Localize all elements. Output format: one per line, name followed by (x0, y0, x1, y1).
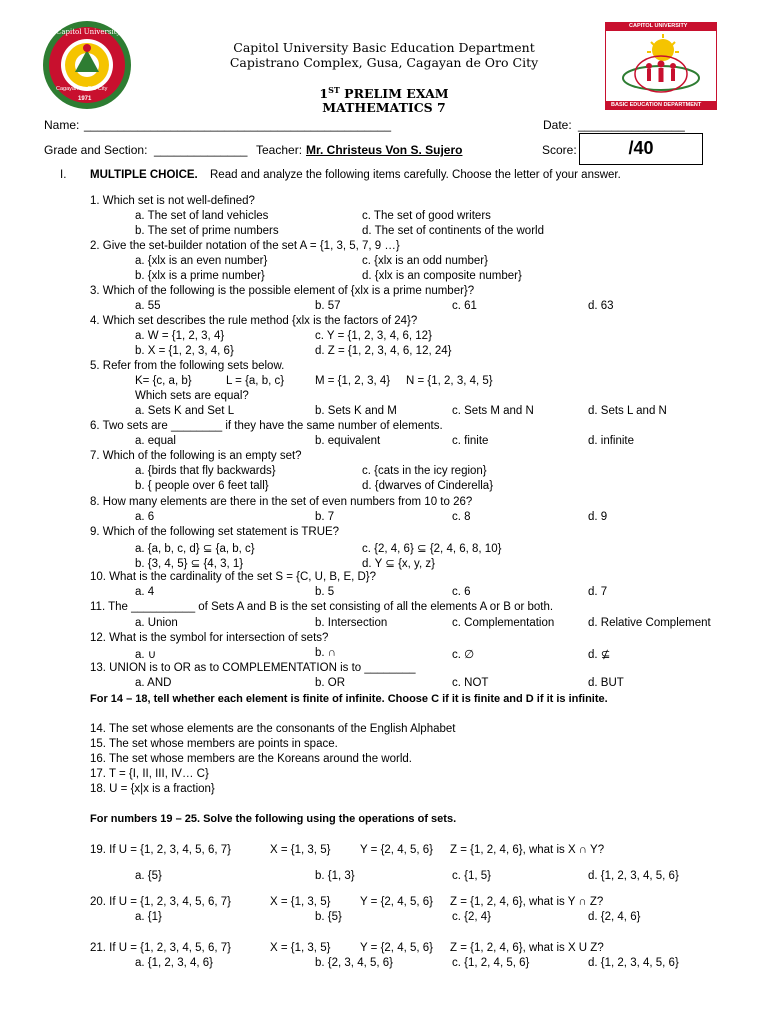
q13-choice-a: a. AND (135, 677, 172, 689)
q21-choice-c: c. {1, 2, 4, 5, 6} (452, 957, 530, 969)
q20-set-x: X = {1, 3, 5} (270, 896, 331, 908)
q5-set-l: L = {a, b, c} (226, 375, 285, 387)
q6-choice-b: b. equivalent (315, 435, 381, 447)
q5-choice-c: c. Sets M and N (452, 405, 534, 417)
teacher-name: Mr. Christeus Von S. Sujero (306, 143, 463, 157)
q12-choice-c: c. ∅ (452, 649, 475, 661)
section-numeral: I. (60, 169, 67, 181)
q20-choice-c: c. {2, 4} (452, 911, 492, 923)
logo-bottom-text: BASIC EDUCATION DEPARTMENT (611, 102, 702, 108)
q20-set-y: Y = {2, 4, 5, 6} (360, 896, 434, 908)
q2-choice-a: a. {xlx is an even number} (135, 255, 268, 267)
q1-choice-a: a. The set of land vehicles (135, 210, 269, 222)
question-4: 4. Which set describes the rule method {xlx is the factors of 24}? (90, 315, 418, 327)
q2-choice-c: c. {xlx is an odd number} (362, 255, 488, 267)
grade-section-field[interactable]: ______________ (154, 143, 248, 157)
q19-choice-c: c. {1, 5} (452, 870, 492, 882)
q21-choice-d: d. {1, 2, 3, 4, 5, 6} (588, 957, 679, 969)
q4-choice-d: d. Z = {1, 2, 3, 4, 6, 12, 24} (315, 345, 452, 357)
q6-choice-a: a. equal (135, 435, 176, 447)
q12-choice-d: d. ⊈ (588, 649, 611, 661)
q21-set-y: Y = {2, 4, 5, 6} (360, 942, 434, 954)
q20-choice-b: b. {5} (315, 911, 342, 923)
address-heading: Capistrano Complex, Gusa, Cagayan de Oro City (229, 55, 539, 70)
q8-choice-c: c. 8 (452, 511, 471, 523)
q21-choice-a: a. {1, 2, 3, 4, 6} (135, 957, 214, 969)
q4-choice-a: a. W = {1, 2, 3, 4} (135, 330, 225, 342)
q19-choice-a: a. {5} (135, 870, 162, 882)
q11-choice-a: a. Union (135, 617, 178, 629)
exam-title (150, 85, 618, 101)
q9-choice-c: c. {2, 4, 6} ⊆ {2, 4, 6, 8, 10} (362, 543, 502, 555)
q5-set-k: K= {c, a, b} (135, 375, 192, 387)
q7-choice-b: b. { people over 6 feet tall} (135, 480, 269, 492)
q5-set-n: N = {1, 2, 3, 4, 5} (406, 375, 493, 387)
q21-universal-set: 21. If U = {1, 2, 3, 4, 5, 6, 7} (90, 942, 231, 954)
q19-choice-b: b. {1, 3} (315, 870, 355, 882)
date-label: Date: (543, 118, 572, 132)
score-total: /40 (628, 138, 654, 158)
question-18: 18. U = {x|x is a fraction} (90, 783, 215, 795)
q8-choice-b: b. 7 (315, 511, 335, 523)
part3-instruction: For numbers 19 – 25. Solve the following using the operations of sets. (90, 813, 457, 825)
exam-number-suffix: ST (328, 85, 340, 95)
question-3: 3. Which of the following is the possible element of {xlx is a prime number}? (90, 285, 475, 297)
score-box[interactable] (579, 133, 703, 165)
q19-universal-set: 19. If U = {1, 2, 3, 4, 5, 6, 7} (90, 844, 231, 856)
q10-choice-c: c. 6 (452, 586, 471, 598)
q7-choice-a: a. {birds that fly backwards} (135, 465, 276, 477)
q19-set-z-question: Z = {1, 2, 4, 6}, what is X ∩ Y? (450, 844, 605, 856)
capitol-university-seal-logo (42, 20, 132, 110)
score-label: Score: (542, 143, 577, 157)
seal-year: 1971 (78, 96, 92, 102)
q5-choice-b: b. Sets K and M (315, 405, 397, 417)
q20-choice-d: d. {2, 4, 6} (588, 911, 641, 923)
seal-motto: Cagayan de Oro City (56, 86, 108, 92)
question-11: 11. The __________ of Sets A and B is the set consisting of all the elements A or B or both. (90, 601, 554, 613)
q5-choice-a: a. Sets K and Set L (135, 405, 235, 417)
question-13: 13. UNION is to OR as to COMPLEMENTATION is to ________ (90, 662, 416, 674)
question-17: 17. T = {I, II, III, IV… C} (90, 768, 209, 780)
question-9: 9. Which of the following set statement is TRUE? (90, 526, 340, 538)
q5-question: Which sets are equal? (135, 390, 249, 402)
q7-choice-d: d. {dwarves of Cinderella} (362, 480, 494, 492)
basic-education-department-logo (605, 22, 717, 110)
q4-choice-b: b. X = {1, 2, 3, 4, 6} (135, 345, 234, 357)
q9-choice-d: d. Y ⊆ {x, y, z} (362, 558, 435, 570)
q3-choice-c: c. 61 (452, 300, 477, 312)
department-heading: Capitol University Basic Education Department (233, 40, 535, 55)
q19-set-x: X = {1, 3, 5} (270, 844, 331, 856)
subject-title: MATHEMATICS 7 (322, 100, 446, 115)
q12-choice-b: b. ∩ (315, 647, 337, 659)
q8-choice-a: a. 6 (135, 511, 155, 523)
seal-text: Capitol University (56, 28, 121, 36)
exam-number: 1 (319, 86, 329, 102)
question-1: 1. Which set is not well-defined? (90, 195, 255, 207)
question-5: 5. Refer from the following sets below. (90, 360, 285, 372)
q20-universal-set: 20. If U = {1, 2, 3, 4, 5, 6, 7} (90, 896, 231, 908)
q11-choice-c: c. Complementation (452, 617, 555, 629)
question-2: 2. Give the set-builder notation of the set A = {1, 3, 5, 7, 9 …} (90, 240, 400, 252)
section-title: MULTIPLE CHOICE. (90, 169, 198, 181)
q11-choice-b: b. Intersection (315, 617, 388, 629)
q3-choice-a: a. 55 (135, 300, 161, 312)
q20-set-z-question: Z = {1, 2, 4, 6}, what is Y ∩ Z? (450, 896, 604, 908)
q21-choice-b: b. {2, 3, 4, 5, 6} (315, 957, 394, 969)
q6-choice-c: c. finite (452, 435, 489, 447)
q1-choice-c: c. The set of good writers (362, 210, 491, 222)
q12-choice-a: a. ∪ (135, 649, 157, 661)
q10-choice-b: b. 5 (315, 586, 335, 598)
exam-name: PRELIM EXAM (339, 86, 449, 102)
q10-choice-a: a. 4 (135, 586, 155, 598)
name-field[interactable]: ______________________________________________ (84, 118, 391, 132)
q9-choice-b: b. {3, 4, 5} ⊆ {4, 3, 1} (135, 558, 244, 570)
q11-choice-d: d. Relative Complement (588, 617, 711, 629)
teacher-label: Teacher: (256, 143, 303, 157)
grade-section-label: Grade and Section: (44, 143, 148, 157)
q20-choice-a: a. {1} (135, 911, 162, 923)
q3-choice-d: d. 63 (588, 300, 614, 312)
q1-choice-d: d. The set of continents of the world (362, 225, 544, 237)
q2-choice-b: b. {xlx is a prime number} (135, 270, 265, 282)
q13-choice-c: c. NOT (452, 677, 489, 689)
q21-set-z-question: Z = {1, 2, 4, 6}, what is X U Z? (450, 942, 604, 954)
q5-choice-d: d. Sets L and N (588, 405, 667, 417)
q13-choice-b: b. OR (315, 677, 346, 689)
name-label: Name: (44, 118, 80, 132)
question-15: 15. The set whose members are points in space. (90, 738, 338, 750)
q7-choice-c: c. {cats in the icy region} (362, 465, 487, 477)
question-7: 7. Which of the following is an empty set? (90, 450, 302, 462)
q8-choice-d: d. 9 (588, 511, 608, 523)
q4-choice-c: c. Y = {1, 2, 3, 4, 6, 12} (315, 330, 432, 342)
q10-choice-d: d. 7 (588, 586, 608, 598)
q19-set-y: Y = {2, 4, 5, 6} (360, 844, 434, 856)
q1-choice-b: b. The set of prime numbers (135, 225, 279, 237)
logo-top-text: CAPITOL UNIVERSITY (629, 23, 688, 29)
question-10: 10. What is the cardinality of the set S = {C, U, B, E, D}? (90, 571, 377, 583)
q9-choice-a: a. {a, b, c, d} ⊆ {a, b, c} (135, 543, 255, 555)
question-6: 6. Two sets are ________ if they have the same number of elements. (90, 420, 443, 432)
q21-set-x: X = {1, 3, 5} (270, 942, 331, 954)
date-field[interactable]: ________________ (578, 118, 685, 132)
question-12: 12. What is the symbol for intersection of sets? (90, 632, 329, 644)
part2-instruction: For 14 – 18, tell whether each element is finite of infinite. Choose C if it is finite and D if it is infinite. (90, 693, 608, 705)
q6-choice-d: d. infinite (588, 435, 635, 447)
q13-choice-d: d. BUT (588, 677, 624, 689)
section-instructions: Read and analyze the following items carefully. Choose the letter of your answer. (210, 169, 621, 181)
q3-choice-b: b. 57 (315, 300, 341, 312)
question-14: 14. The set whose elements are the consonants of the English Alphabet (90, 723, 456, 735)
question-16: 16. The set whose members are the Koreans around the world. (90, 753, 412, 765)
question-8: 8. How many elements are there in the set of even numbers from 10 to 26? (90, 496, 473, 508)
q19-choice-d: d. {1, 2, 3, 4, 5, 6} (588, 870, 679, 882)
q5-set-m: M = {1, 2, 3, 4} (315, 375, 391, 387)
q2-choice-d: d. {xlx is an composite number} (362, 270, 522, 282)
